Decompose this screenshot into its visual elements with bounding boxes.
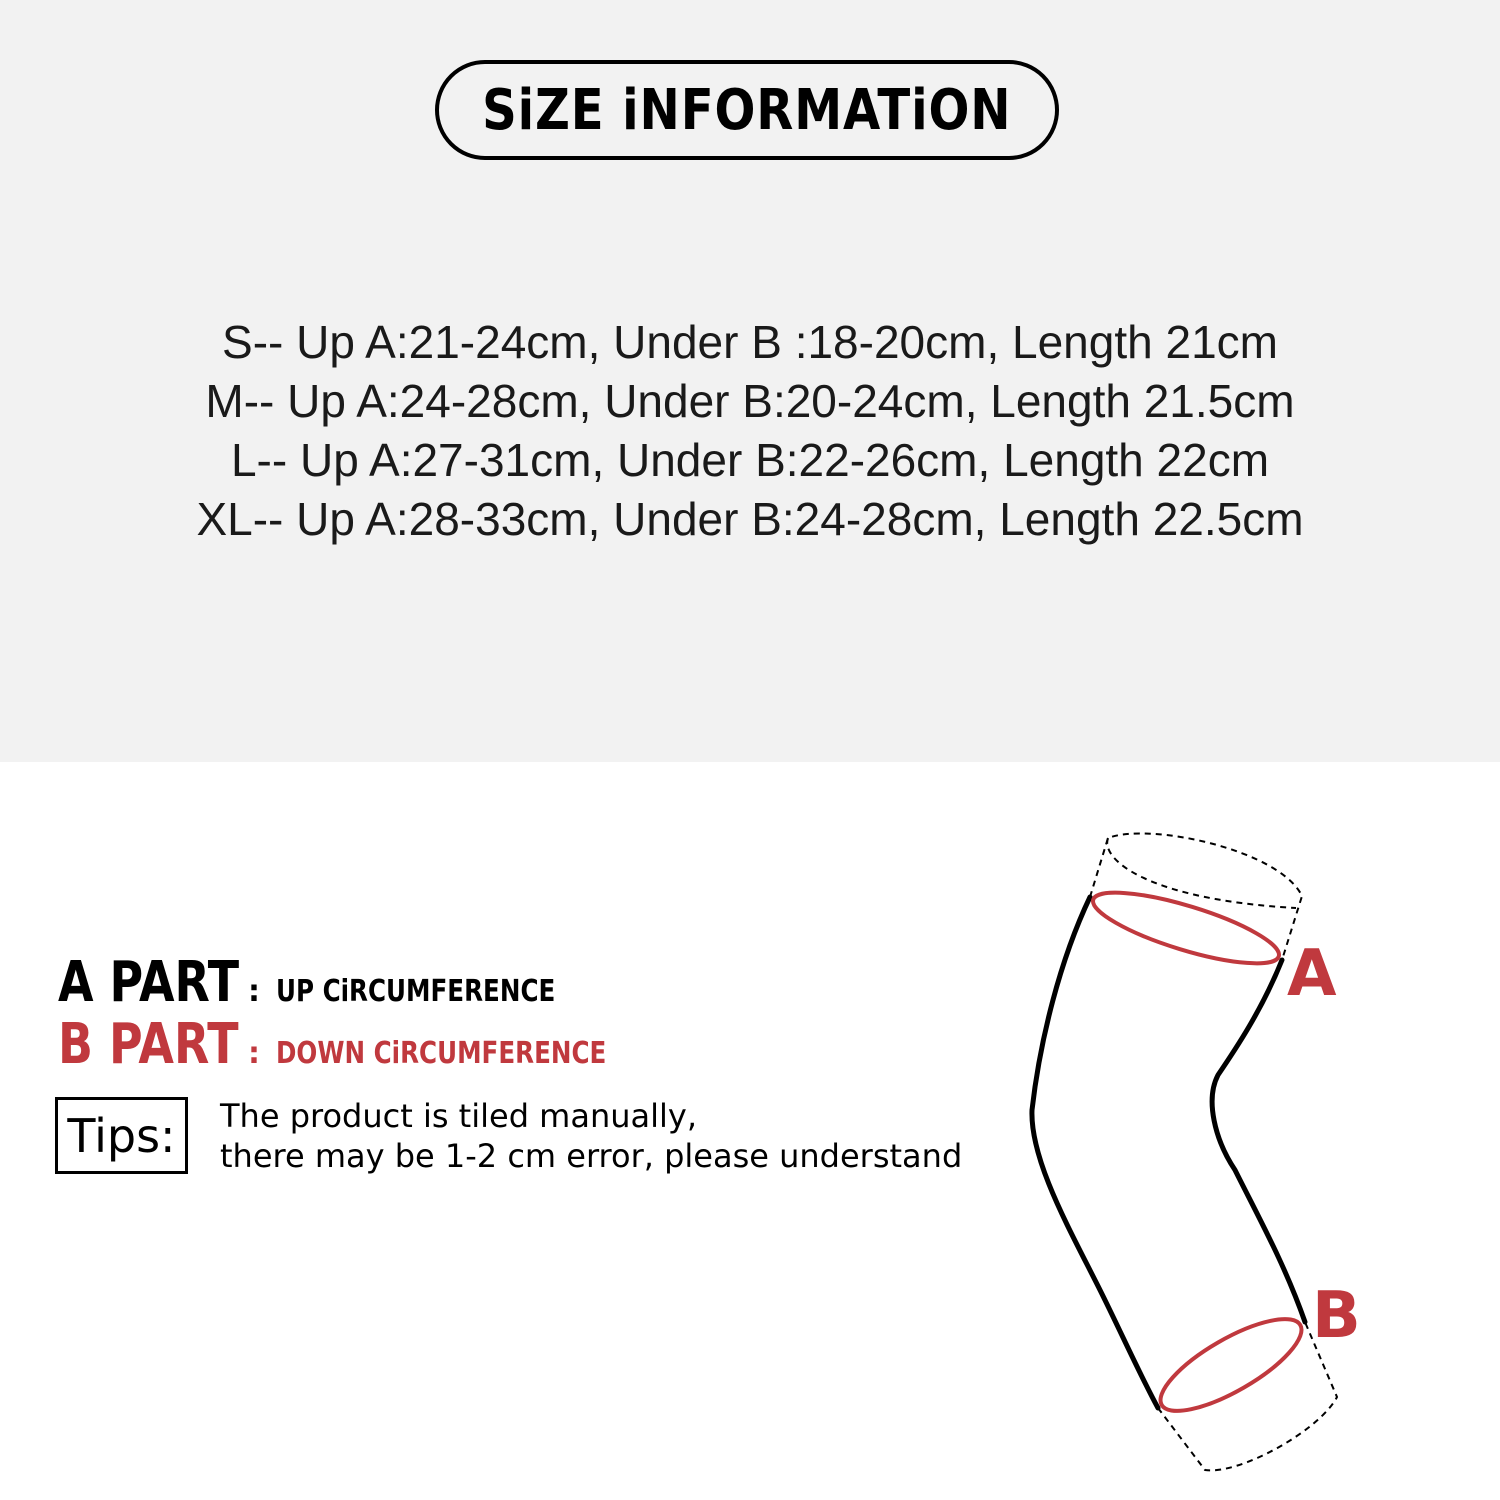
title-badge xyxy=(435,60,1059,160)
label-a: A xyxy=(1287,937,1337,1011)
size-row-l: L-- Up A:27-31cm, Under B:22-26cm, Length 22cm xyxy=(230,434,1270,486)
part-b-colon: : xyxy=(248,1036,260,1071)
part-a-title: A PART xyxy=(58,950,240,1015)
arm-sleeve-diagram xyxy=(1010,820,1430,1480)
size-row-xl: XL-- Up A:28-33cm, Under B:24-28cm, Length 22.5cm xyxy=(196,493,1304,545)
size-list xyxy=(0,313,1500,549)
tips-label: Tips: xyxy=(67,1108,176,1163)
part-b-title: B PART xyxy=(58,1012,239,1077)
tips-label-box xyxy=(55,1097,188,1174)
ellipse-b xyxy=(1149,1302,1314,1427)
tips-line-2: there may be 1-2 cm error, please understand xyxy=(220,1137,963,1175)
part-a-legend xyxy=(58,950,617,1015)
bottom-dashed-cap xyxy=(1158,1322,1337,1470)
tips-text xyxy=(220,1096,962,1176)
size-row-m: M-- Up A:24-28cm, Under B:20-24cm, Length 21.5cm xyxy=(205,375,1295,427)
part-a-description: UP CiRCUMFERENCE xyxy=(276,974,556,1009)
sleeve-outline xyxy=(1032,897,1305,1408)
part-b-description: DOWN CiRCUMFERENCE xyxy=(276,1036,607,1071)
page-title: SiZE iNFORMATiON xyxy=(482,77,1012,143)
part-a-colon: : xyxy=(248,974,260,1009)
size-row-s: S-- Up A:21-24cm, Under B :18-20cm, Length 21cm xyxy=(222,316,1278,368)
label-b: B xyxy=(1312,1279,1361,1353)
tips-line-1: The product is tiled manually, xyxy=(220,1097,698,1135)
part-b-legend xyxy=(58,1012,679,1077)
